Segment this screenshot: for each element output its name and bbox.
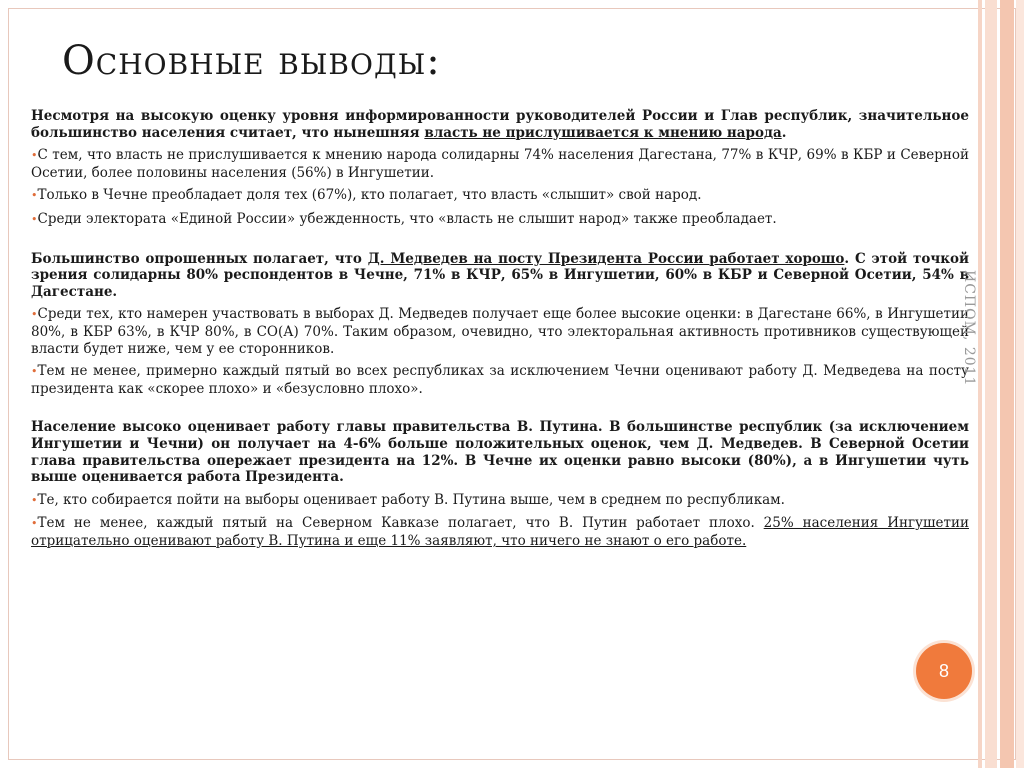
bullet-text: С тем, что власть не прислушивается к мнению народа солидарны 74% населения Дагестана, 77% в КЧР, 69% в КБР и Северной Осетии, более половины населения (56%) в Ингушетии. <box>31 147 969 181</box>
bullet-text: Тем не менее, примерно каждый пятый во всех республиках за исключением Чечни оценивают работу Д. Медведева на посту президента как «скорее плохо» и «безусловно плохо». <box>31 363 969 397</box>
decor-stripe <box>1000 0 1014 768</box>
list-item <box>31 492 969 510</box>
list-item <box>31 187 969 205</box>
bullet-icon: • <box>31 493 38 507</box>
side-label: ИСПОМ, 2011 <box>961 270 977 387</box>
bullet-icon: • <box>31 189 38 203</box>
lead-text: Большинство опрошенных полагает, что <box>31 250 368 267</box>
bullet-icon: • <box>31 212 38 226</box>
list-item <box>31 306 969 357</box>
bullet-text: Среди электората «Единой России» убежденность, что «власть не слышит народ» также преобладает. <box>37 210 777 227</box>
page-number-badge: 8 <box>916 643 972 699</box>
lead-underlined-text: Д. Медведев на посту Президента России работает хорошо <box>367 250 845 267</box>
lead-text: Население высоко оценивает работу главы правительства В. Путина. В большинстве республик (за исключением Ингушетии и Чечни) он получает на 4-6% больше положительных оценок, чем Д. Медведев. В Северной Осетии глава правительства опережает президента на 12%. В Чечне их оценки равно высоки (80%), а в Ингушетии чуть выше оценивается работа Президента. <box>31 419 969 486</box>
section-lead <box>31 108 969 141</box>
bullet-icon: • <box>31 149 38 163</box>
section-lead <box>31 251 969 301</box>
section-lead <box>31 419 969 485</box>
list-item <box>31 211 969 229</box>
bullet-underlined-text: 25% населения Ингушетии отрицательно оценивают работу В. Путина и еще 11% заявляют, что ничего не знают о его работе. <box>31 515 969 549</box>
decor-stripe <box>1016 0 1024 768</box>
bullet-icon: • <box>31 365 38 379</box>
lead-underlined-text: власть не прислушивается к мнению народа <box>424 124 782 141</box>
lead-text: Несмотря на высокую оценку уровня информированности руководителей России и Глав республик, значительное большинство населения считает, что нынешняя <box>31 108 969 141</box>
bullet-icon: • <box>31 517 38 531</box>
slide-body <box>31 108 969 549</box>
bullet-icon: • <box>31 308 38 322</box>
lead-text: . <box>781 124 787 141</box>
bullet-text: Только в Чечне преобладает доля тех (67%), кто полагает, что власть «слышит» свой народ. <box>37 187 702 204</box>
lead-text: . С этой точкой зрения солидарны 80% респондентов в Чечне, 71% в КЧР, 65% в Ингушетии, 60% в КБР и Северной Осетии, 54% в Дагестане. <box>31 250 969 300</box>
bullet-text: Среди тех, кто намерен участвовать в выборах Д. Медведев получает еще более высокие оценки: в Дагестане 66%, в Ингушетии 80%, в КБР 63%, в КЧР 80%, в СО(А) 70%. Таким образом, очевидно, что электоральная активность противников существующей власти будет ниже, чем у ее сторонников. <box>31 306 969 357</box>
list-item <box>31 515 969 549</box>
decor-stripe <box>985 0 997 768</box>
bullet-text: Те, кто собирается пойти на выборы оценивает работу В. Путина выше, чем в среднем по республикам. <box>37 491 785 508</box>
slide-title: Основные выводы: <box>62 38 441 84</box>
bullet-text: Тем не менее, каждый пятый на Северном Кавказе полагает, что В. Путин работает плохо. <box>37 515 764 532</box>
list-item <box>31 363 969 397</box>
list-item <box>31 147 969 181</box>
decor-stripe <box>978 0 982 768</box>
